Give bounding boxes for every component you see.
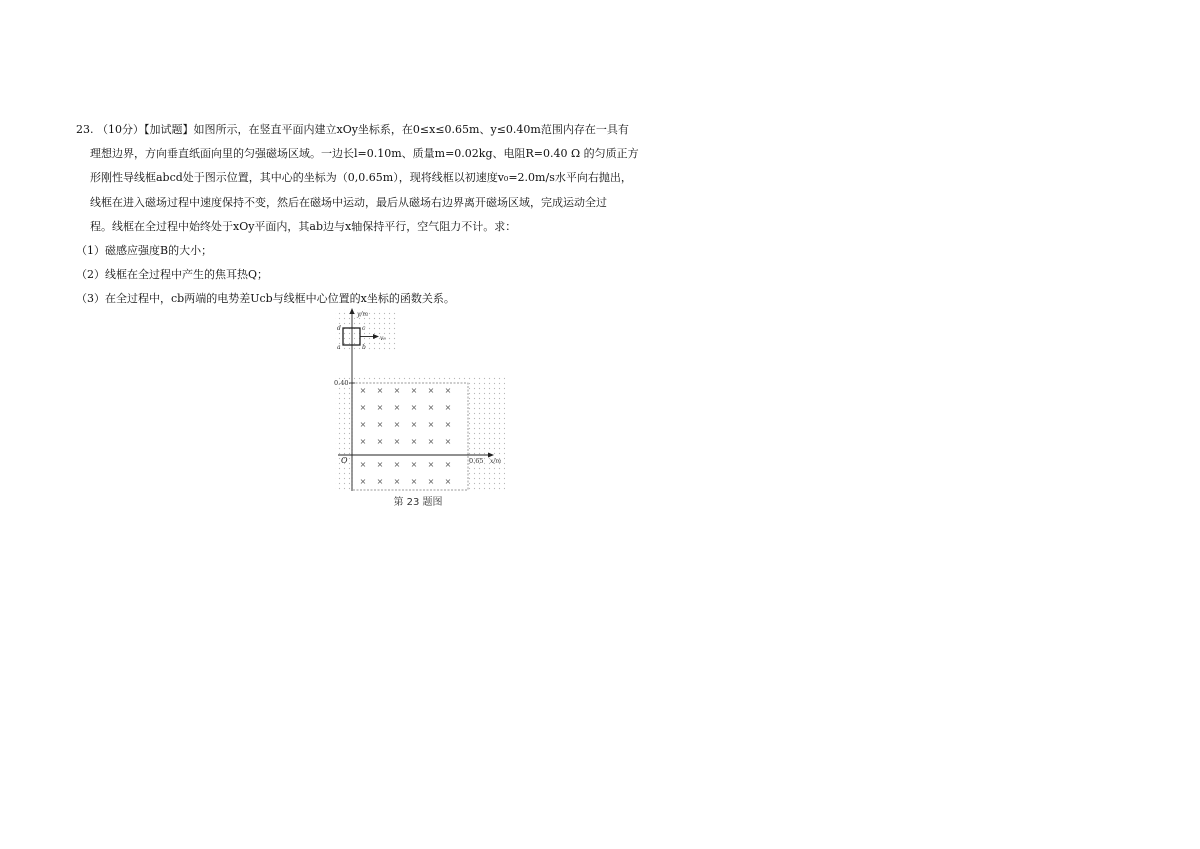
field-cross-5-4: × bbox=[427, 477, 435, 486]
subquestion-2: （2）线框在全过程中产生的焦耳热Q； bbox=[76, 268, 269, 282]
field-cross-2-5: × bbox=[444, 420, 452, 429]
field-cross-1-4: × bbox=[427, 403, 435, 412]
field-cross-2-0: × bbox=[359, 420, 367, 429]
corner-label-b: b bbox=[362, 344, 366, 351]
field-cross-1-1: × bbox=[376, 403, 384, 412]
subquestion-3: （3）在全过程中，cb两端的电势差Ucb与线框中心位置的x坐标的函数关系。 bbox=[76, 292, 455, 306]
field-cross-3-0: × bbox=[359, 437, 367, 446]
question-23 bbox=[76, 118, 639, 312]
corner-label-c: c bbox=[362, 325, 366, 332]
velocity-label: v₀ bbox=[380, 335, 386, 342]
figure-23 bbox=[318, 307, 518, 512]
field-cross-2-3: × bbox=[410, 420, 418, 429]
field-cross-2-4: × bbox=[427, 420, 435, 429]
field-cross-2-1: × bbox=[376, 420, 384, 429]
x-axis-label: x/m bbox=[490, 458, 502, 465]
question-line-4: 线框在进入磁场过程中速度保持不变，然后在磁场中运动，最后从磁场右边界离开磁场区域，完成运动全过 bbox=[90, 195, 607, 209]
question-line-2: 理想边界，方向垂直纸面向里的匀强磁场区域。一边长l=0.10m、质量m=0.02kg、电阻R=0.40 Ω 的匀质正方 bbox=[90, 147, 639, 161]
field-cross-1-0: × bbox=[359, 403, 367, 412]
subquestion-1: （1）磁感应强度B的大小； bbox=[76, 244, 213, 258]
field-cross-0-1: × bbox=[376, 386, 384, 395]
field-cross-1-2: × bbox=[393, 403, 401, 412]
field-cross-5-1: × bbox=[376, 477, 384, 486]
origin-label: O bbox=[341, 456, 348, 465]
question-line-1: 23. （10分）【加试题】如图所示，在竖直平面内建立xOy坐标系，在0≤x≤0.65m、y≤0.40m范围内存在一具有 bbox=[76, 123, 629, 136]
y-tick-label: 0.40 bbox=[334, 379, 349, 387]
field-cross-2-2: × bbox=[393, 420, 401, 429]
field-cross-3-1: × bbox=[376, 437, 384, 446]
field-cross-5-5: × bbox=[444, 477, 452, 486]
field-cross-5-2: × bbox=[393, 477, 401, 486]
field-cross-3-4: × bbox=[427, 437, 435, 446]
question-line-3: 形刚性导线框abcd处于图示位置，其中心的坐标为（0,0.65m），现将线框以初速度v₀=2.0m/s水平向右抛出， bbox=[90, 171, 632, 185]
question-line-5: 程。线框在全过程中始终处于xOy平面内，其ab边与x轴保持平行，空气阻力不计。求： bbox=[90, 219, 517, 233]
y-axis-label: y/m bbox=[357, 311, 369, 318]
field-cross-4-2: × bbox=[393, 460, 401, 469]
x-tick-label: 0.65 bbox=[469, 457, 484, 465]
field-cross-0-5: × bbox=[444, 386, 452, 395]
field-cross-5-3: × bbox=[410, 477, 418, 486]
field-cross-0-0: × bbox=[359, 386, 367, 395]
field-cross-3-3: × bbox=[410, 437, 418, 446]
field-cross-4-1: × bbox=[376, 460, 384, 469]
field-cross-0-3: × bbox=[410, 386, 418, 395]
field-cross-4-3: × bbox=[410, 460, 418, 469]
field-cross-3-5: × bbox=[444, 437, 452, 446]
magnetic-field-diagram bbox=[318, 307, 518, 492]
corner-label-d: d bbox=[337, 325, 341, 332]
field-cross-0-4: × bbox=[427, 386, 435, 395]
figure-caption: 第 23 题图 bbox=[393, 497, 443, 508]
field-cross-5-0: × bbox=[359, 477, 367, 486]
field-cross-4-5: × bbox=[444, 460, 452, 469]
field-cross-4-4: × bbox=[427, 460, 435, 469]
field-cross-3-2: × bbox=[393, 437, 401, 446]
field-cross-0-2: × bbox=[393, 386, 401, 395]
field-cross-1-3: × bbox=[410, 403, 418, 412]
field-cross-4-0: × bbox=[359, 460, 367, 469]
corner-label-a: a bbox=[337, 344, 341, 351]
field-cross-1-5: × bbox=[444, 403, 452, 412]
